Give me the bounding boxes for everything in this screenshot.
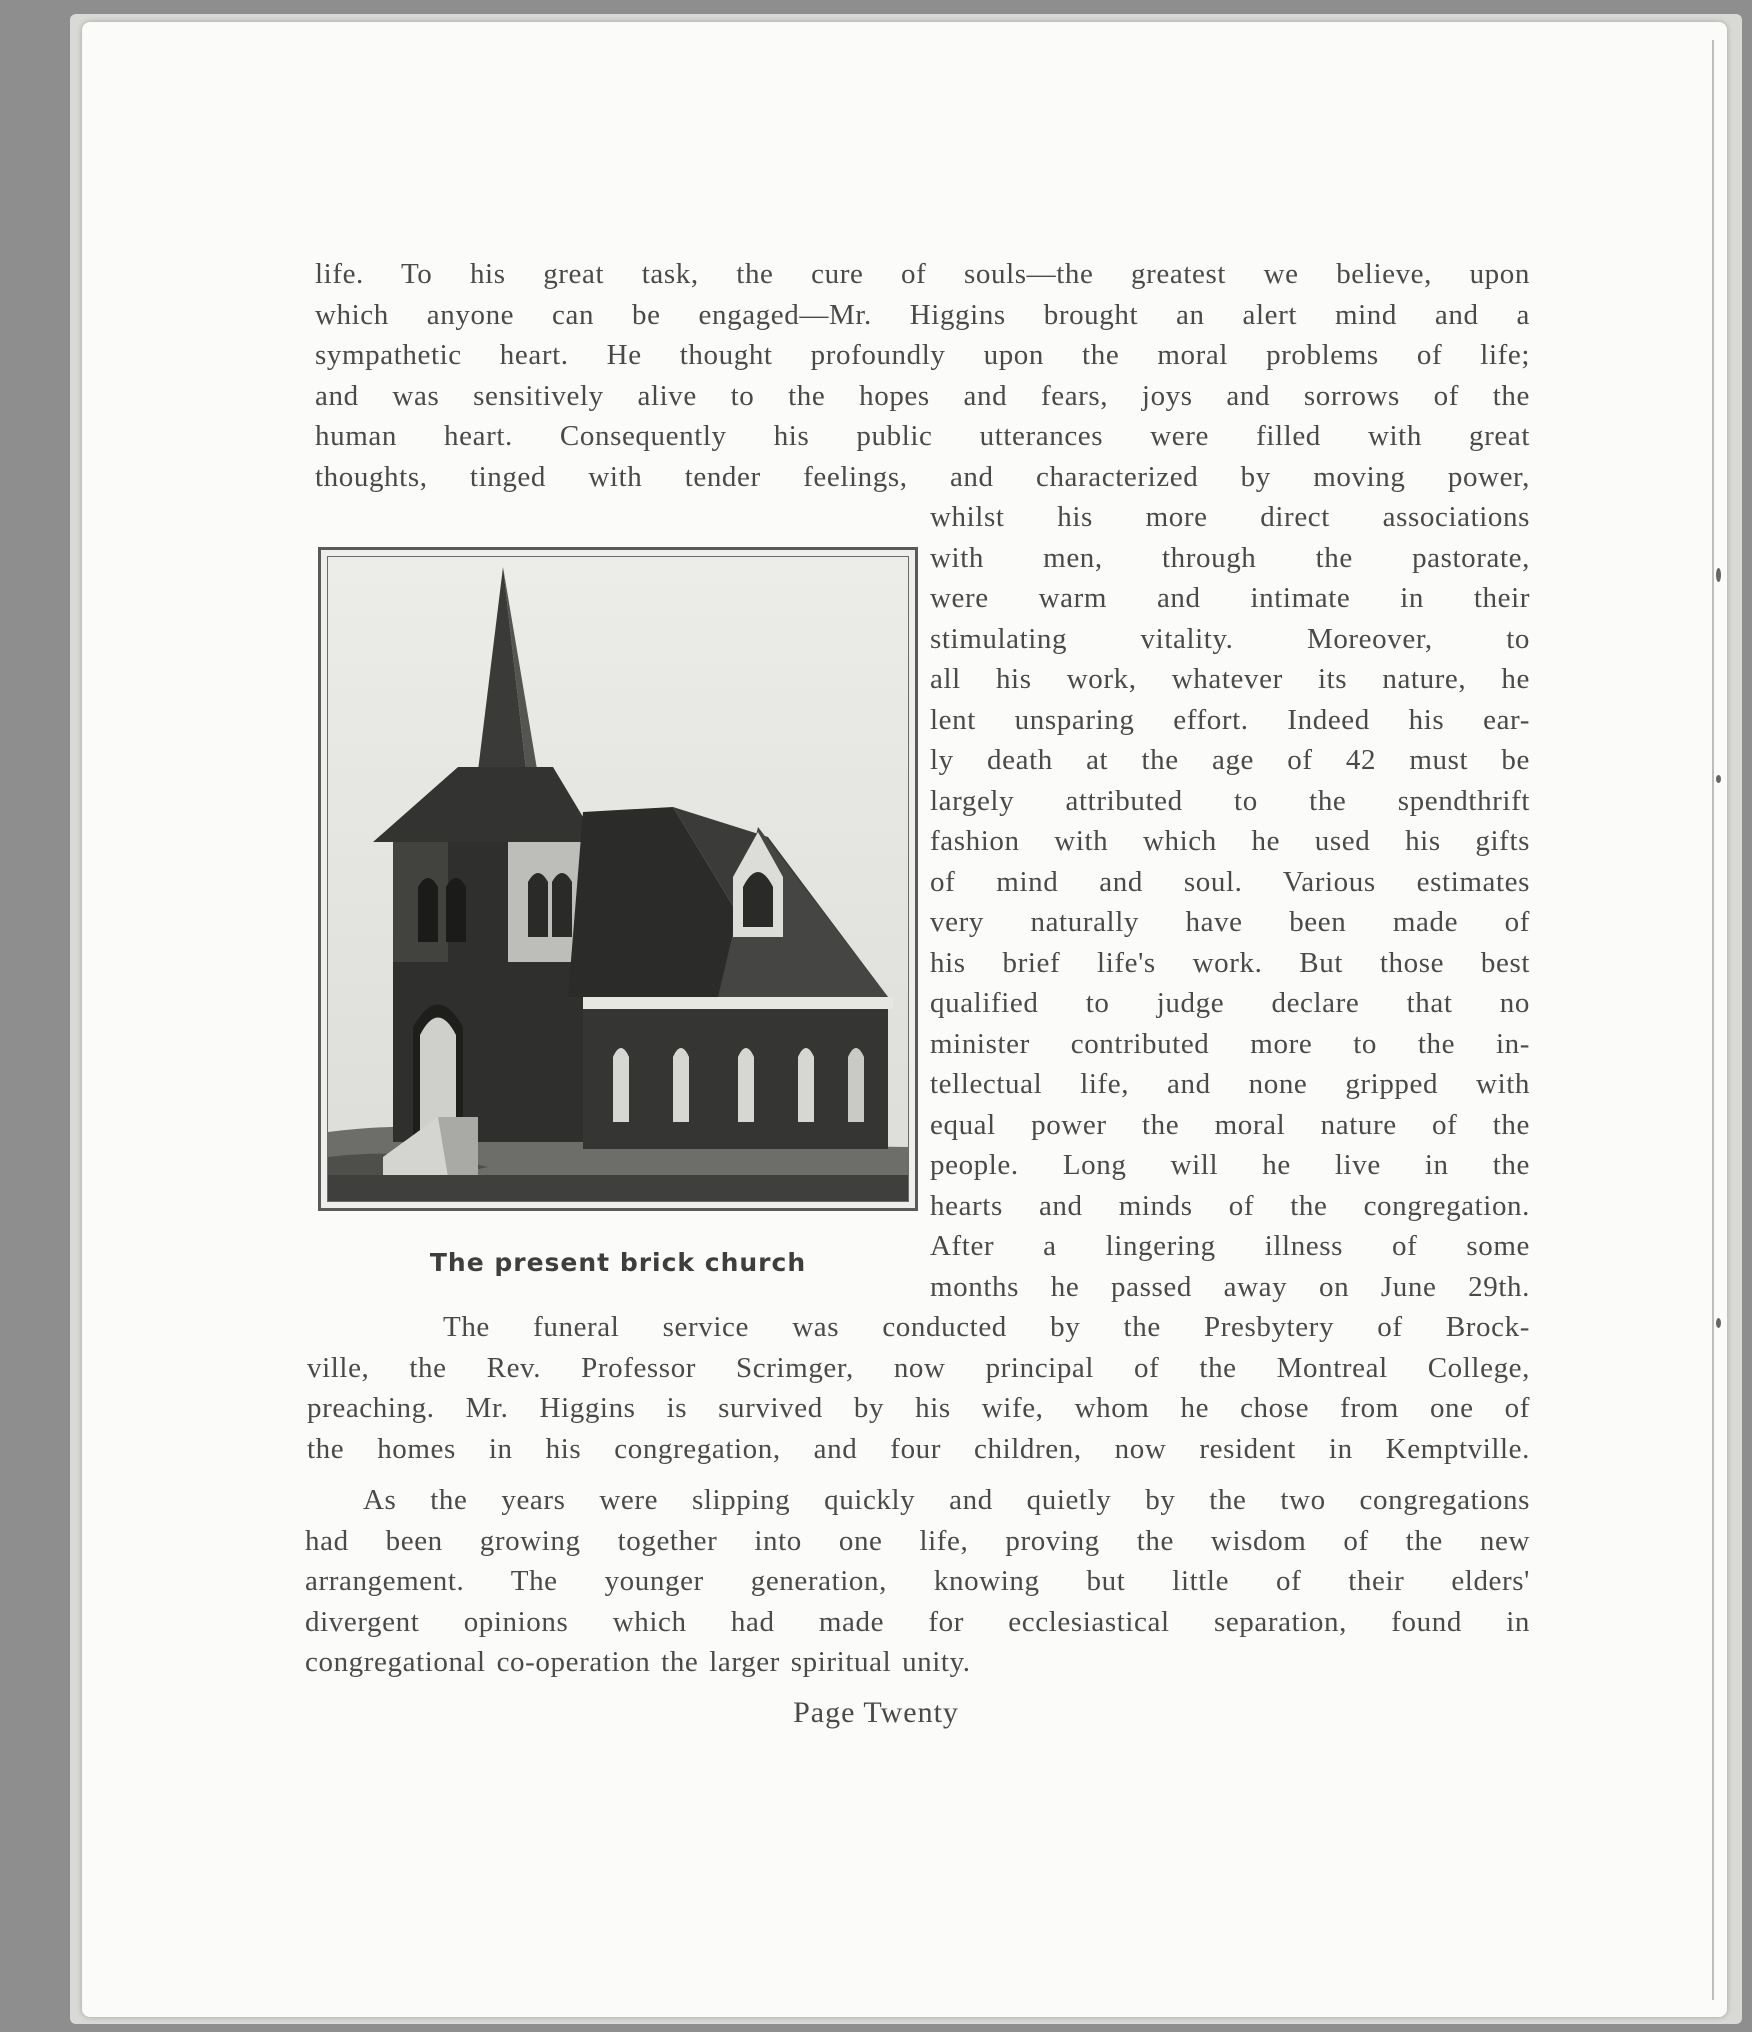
- text-line: ville, the Rev. Professor Scrimger, now principal of the Montreal College,: [307, 1351, 1530, 1384]
- text-line: his brief life's work. But those best: [930, 946, 1530, 979]
- text-line: arrangement. The younger generation, knowing but little of their elders': [305, 1565, 1530, 1597]
- text-line: The funeral service was conducted by the Presbytery of Brock-: [443, 1311, 1530, 1343]
- text-line: qualified to judge declare that no: [930, 987, 1530, 1019]
- page-speck: [1716, 1318, 1721, 1328]
- text-line: preaching. Mr. Higgins is survived by his wife, whom he chose from one of: [307, 1392, 1530, 1424]
- text-line: lent unsparing effort. Indeed his ear-: [930, 703, 1530, 736]
- text-line: months he passed away on June 29th.: [930, 1270, 1530, 1303]
- text-line: congregational co-operation the larger spiritual unity.: [305, 1646, 971, 1678]
- church-photo-frame: [327, 556, 909, 1202]
- top-paragraph: [315, 254, 1530, 497]
- text-line: of mind and soul. Various estimates: [930, 865, 1530, 898]
- side-column: [930, 497, 1530, 1307]
- church-photo-image: [328, 557, 908, 1201]
- text-line: the homes in his congregation, and four children, now resident in Kemptville.: [307, 1432, 1530, 1465]
- text-line: divergent opinions which had made for ecclesiastical separation, found in: [305, 1605, 1530, 1638]
- text-line: After a lingering illness of some: [930, 1230, 1530, 1262]
- church-photo: [318, 547, 918, 1211]
- text-line: human heart. Consequently his public utterances were filled with great: [315, 420, 1530, 452]
- funeral-paragraph: [307, 1307, 1530, 1469]
- text-line: whilst his more direct associations: [930, 501, 1530, 533]
- text-line: which anyone can be engaged—Mr. Higgins brought an alert mind and a: [315, 298, 1530, 331]
- text-line: very naturally have been made of: [930, 906, 1530, 938]
- text-line: were warm and intimate in their: [930, 582, 1530, 614]
- page-speck: [1716, 568, 1721, 582]
- text-line: largely attributed to the spendthrift: [930, 784, 1530, 817]
- text-line: people. Long will he live in the: [930, 1149, 1530, 1181]
- figure-caption: The present brick church: [429, 1248, 807, 1277]
- final-paragraph: [305, 1480, 1530, 1683]
- text-line: hearts and minds of the congregation.: [930, 1189, 1530, 1222]
- text-line: sympathetic heart. He thought profoundly upon the moral problems of life;: [315, 339, 1530, 371]
- text-line: stimulating vitality. Moreover, to: [930, 622, 1530, 655]
- text-line: tellectual life, and none gripped with: [930, 1068, 1530, 1100]
- page-number: Page Twenty: [793, 1696, 959, 1729]
- page-speck: [1716, 775, 1721, 783]
- text-line: life. To his great task, the cure of souls—the greatest we believe, upon: [315, 258, 1530, 290]
- text-line: fashion with which he used his gifts: [930, 825, 1530, 857]
- text-line: ly death at the age of 42 must be: [930, 744, 1530, 776]
- text-line: minister contributed more to the in-: [930, 1027, 1530, 1060]
- text-line: had been growing together into one life, proving the wisdom of the new: [305, 1524, 1530, 1557]
- text-line: thoughts, tinged with tender feelings, and characterized by moving power,: [315, 460, 1530, 493]
- text-line: and was sensitively alive to the hopes and fears, joys and sorrows of the: [315, 379, 1530, 412]
- text-line: with men, through the pastorate,: [930, 541, 1530, 574]
- text-line: equal power the moral nature of the: [930, 1108, 1530, 1141]
- text-line: all his work, whatever its nature, he: [930, 663, 1530, 695]
- text-line: As the years were slipping quickly and quietly by the two congregations: [363, 1484, 1530, 1516]
